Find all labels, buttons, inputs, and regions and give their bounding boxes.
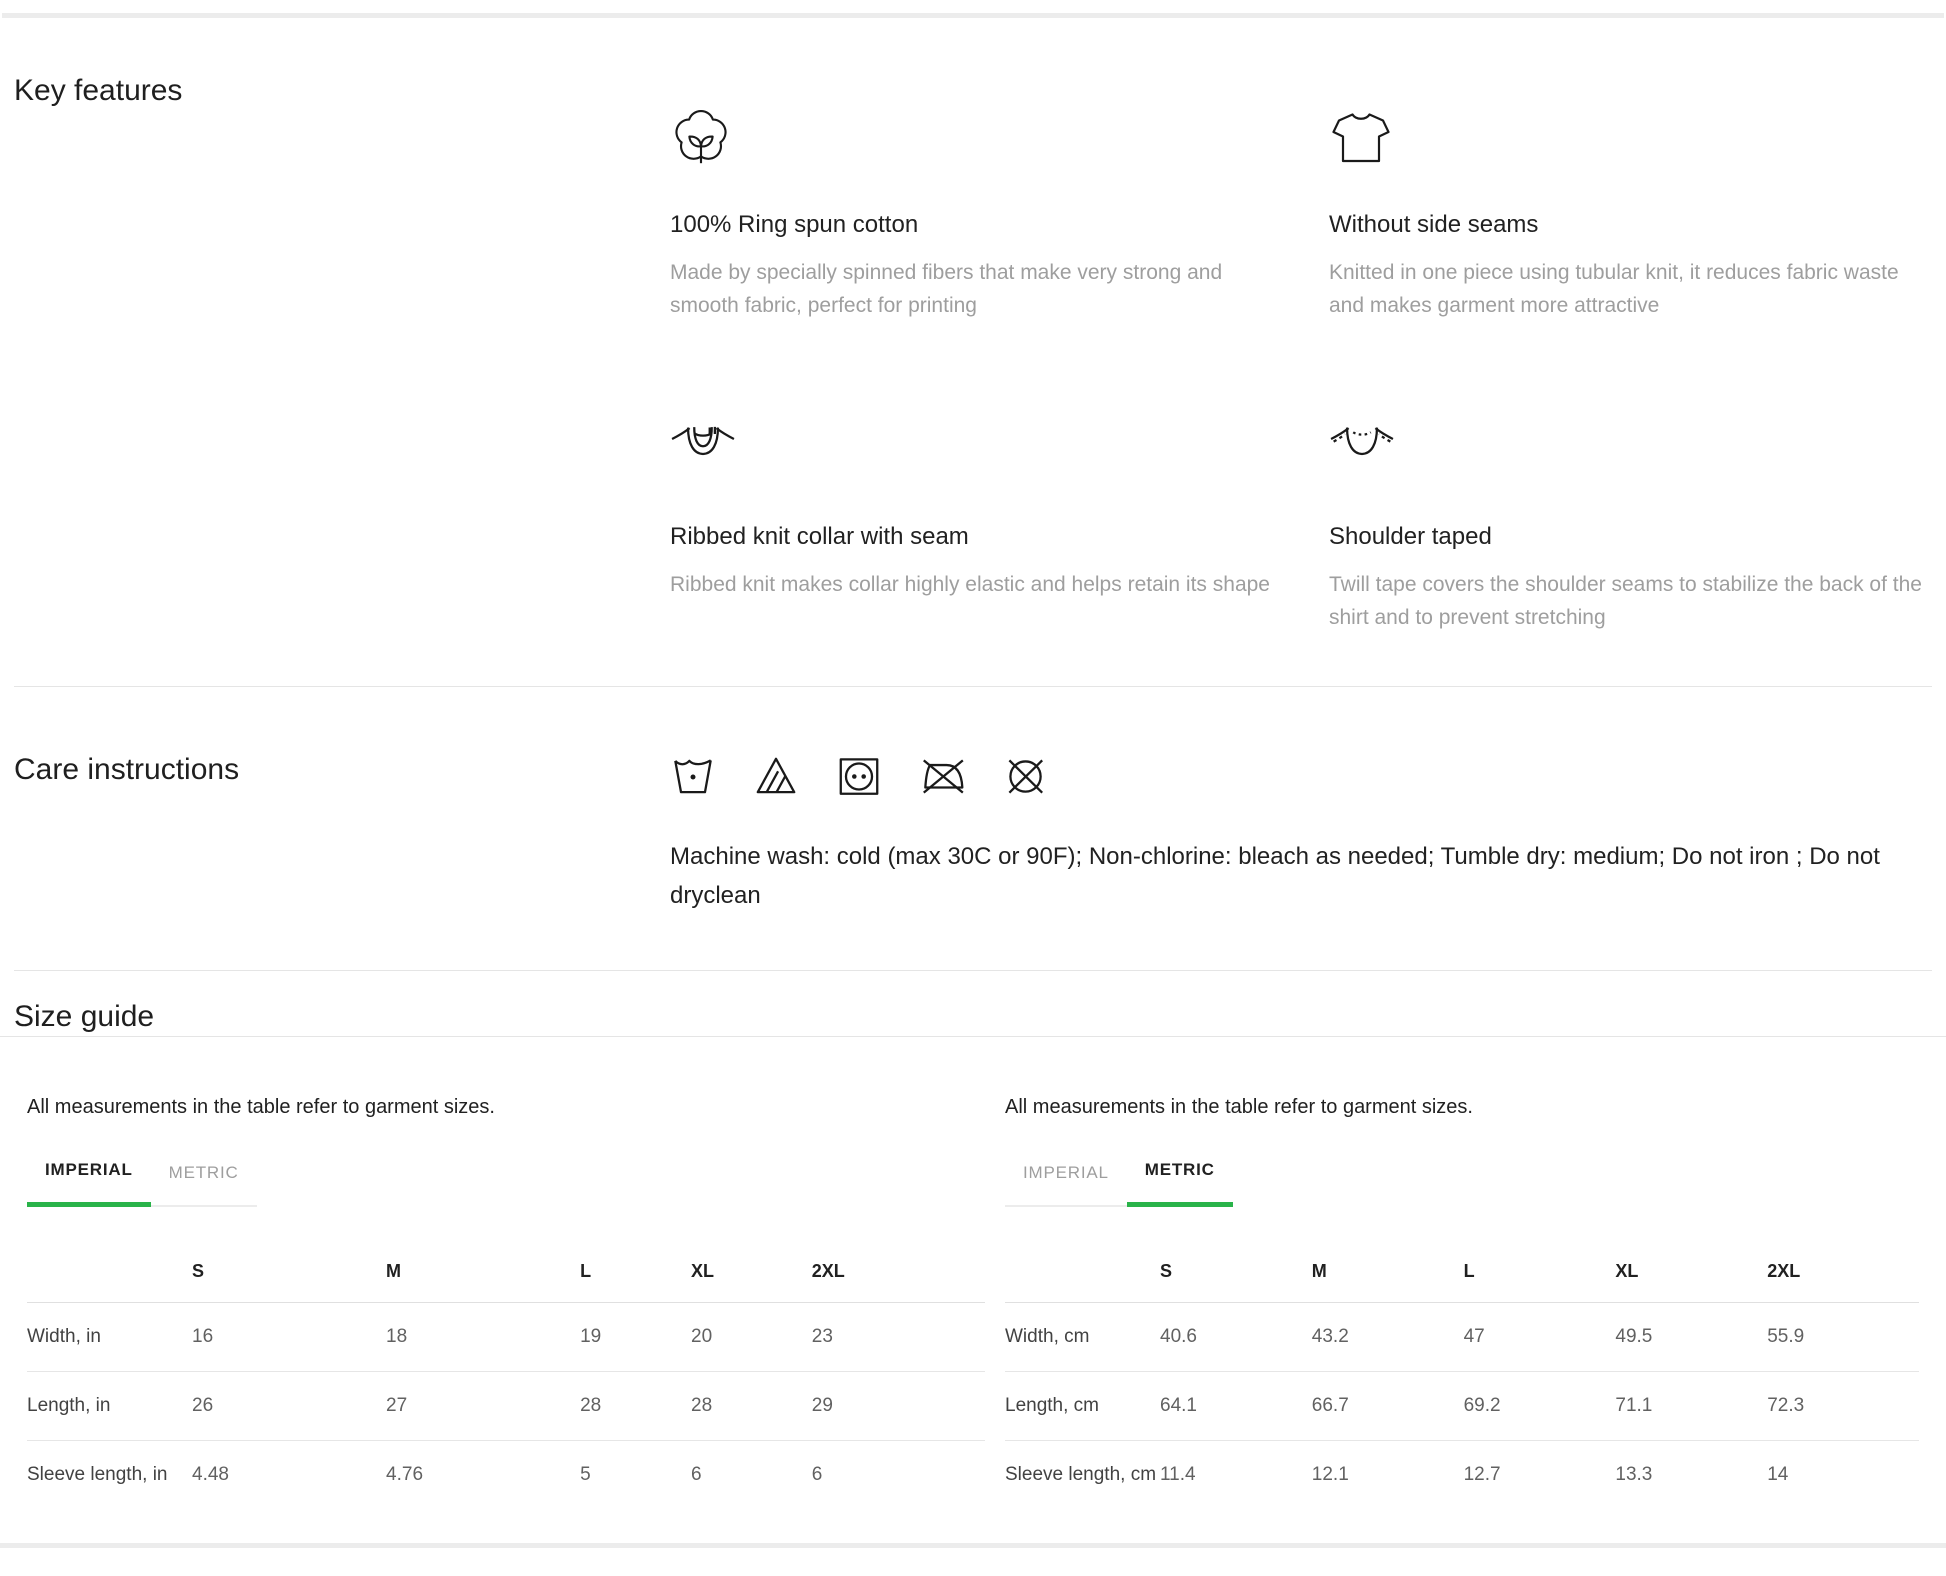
size-value: 18 xyxy=(386,1303,580,1372)
row-label: Width, cm xyxy=(1005,1303,1160,1372)
tab-imperial[interactable]: IMPERIAL xyxy=(27,1160,151,1207)
care-instructions-section xyxy=(0,687,1946,970)
tab-metric[interactable]: METRIC xyxy=(1127,1160,1233,1207)
size-value: 28 xyxy=(691,1372,812,1441)
do-not-dryclean-icon xyxy=(1002,751,1048,801)
measurements-note: All measurements in the table refer to garment sizes. xyxy=(1005,1096,1473,1118)
size-value: 47 xyxy=(1464,1303,1616,1372)
size-value: 64.1 xyxy=(1160,1372,1312,1441)
size-value: 71.1 xyxy=(1615,1372,1767,1441)
col-header: L xyxy=(580,1247,691,1303)
cotton-icon xyxy=(670,102,1273,174)
col-header: M xyxy=(1312,1247,1464,1303)
tumble-dry-icon xyxy=(836,751,882,801)
col-header: S xyxy=(192,1247,386,1303)
key-features-grid xyxy=(670,72,1932,634)
size-table-metric xyxy=(1005,1247,1919,1509)
feature-without-side-seams xyxy=(1329,102,1932,322)
feature-ribbed-knit-collar xyxy=(670,400,1273,634)
table-header-row xyxy=(1005,1247,1919,1303)
feature-description: Made by specially spinned fibers that make very strong and smooth fabric, perfect for printing xyxy=(670,261,1223,317)
col-header: 2XL xyxy=(812,1247,985,1303)
size-value: 72.3 xyxy=(1767,1372,1919,1441)
size-value: 49.5 xyxy=(1615,1303,1767,1372)
tab-imperial[interactable]: IMPERIAL xyxy=(1005,1160,1127,1207)
size-value: 28 xyxy=(580,1372,691,1441)
non-chlorine-bleach-icon xyxy=(753,751,799,801)
size-guide-title: Size guide xyxy=(14,1000,155,1033)
row-label: Sleeve length, in xyxy=(27,1464,168,1485)
table-row xyxy=(27,1441,985,1510)
unit-tabs xyxy=(1005,1160,1233,1207)
col-header: XL xyxy=(1615,1247,1767,1303)
size-value: 55.9 xyxy=(1767,1303,1919,1372)
size-value: 66.7 xyxy=(1312,1372,1464,1441)
size-value: 20 xyxy=(691,1303,812,1372)
row-label: Width, in xyxy=(27,1303,192,1372)
size-value: 29 xyxy=(812,1372,985,1441)
size-value: 13.3 xyxy=(1615,1464,1653,1485)
size-guide-tables xyxy=(0,1037,1946,1509)
care-instructions-text: Machine wash: cold (max 30C or 90F); Non-chlorine: bleach as needed; Tumble dry: medium; Do not iron ; Do not dryclean xyxy=(670,843,1880,909)
size-value: 43.2 xyxy=(1312,1303,1464,1372)
feature-title: Ribbed knit collar with seam xyxy=(670,523,969,550)
shoulder-tape-icon xyxy=(1329,414,1932,486)
size-value: 6 xyxy=(811,1464,823,1485)
corner-cell xyxy=(27,1247,192,1303)
size-value: 12.1 xyxy=(1311,1464,1349,1485)
feature-description: Knitted in one piece using tubular knit, it reduces fabric waste and makes garment more attractive xyxy=(1329,261,1899,317)
key-features-title: Key features xyxy=(14,74,183,107)
table-row xyxy=(1005,1372,1919,1441)
size-value: 5 xyxy=(580,1464,591,1485)
measurements-note: All measurements in the table refer to garment sizes. xyxy=(27,1096,495,1118)
feature-title: Shoulder taped xyxy=(1329,523,1492,550)
collar-seam-icon xyxy=(670,414,1273,486)
care-content xyxy=(670,751,1932,915)
machine-wash-icon xyxy=(670,751,716,801)
col-header: L xyxy=(1464,1247,1616,1303)
size-value: 11.4 xyxy=(1160,1464,1196,1485)
size-value: 26 xyxy=(192,1372,386,1441)
size-guide-header xyxy=(0,971,1946,1036)
feature-title: Without side seams xyxy=(1329,211,1539,238)
feature-description: Twill tape covers the shoulder seams to stabilize the back of the shirt and to prevent stretching xyxy=(1329,573,1922,629)
feature-description: Ribbed knit makes collar highly elastic and helps retain its shape xyxy=(670,573,1270,596)
row-label: Length, in xyxy=(27,1372,192,1441)
table-header-row xyxy=(27,1247,985,1303)
section-separator-bar xyxy=(0,1543,1946,1548)
row-label: Length, cm xyxy=(1005,1372,1160,1441)
table-row xyxy=(27,1303,985,1372)
do-not-iron-icon xyxy=(919,751,965,801)
size-value: 40.6 xyxy=(1160,1303,1312,1372)
size-value: 4.76 xyxy=(386,1464,424,1485)
col-header: M xyxy=(386,1247,580,1303)
size-value: 14 xyxy=(1767,1464,1789,1485)
feature-ring-spun-cotton xyxy=(670,102,1273,322)
size-value: 6 xyxy=(691,1464,702,1485)
size-value: 16 xyxy=(192,1303,386,1372)
tshirt-icon xyxy=(1329,102,1932,174)
feature-title: 100% Ring spun cotton xyxy=(670,211,919,238)
size-table-imperial xyxy=(27,1247,985,1509)
size-value: 4.48 xyxy=(192,1464,229,1485)
size-value: 12.7 xyxy=(1463,1464,1501,1485)
col-header: XL xyxy=(691,1247,812,1303)
size-table-metric-block xyxy=(1005,1037,1919,1509)
table-row xyxy=(27,1372,985,1441)
care-icons-row xyxy=(670,751,1932,801)
col-header: 2XL xyxy=(1767,1247,1919,1303)
size-value: 27 xyxy=(386,1372,580,1441)
key-features-section xyxy=(0,18,1946,686)
care-instructions-title: Care instructions xyxy=(14,753,240,786)
size-table-imperial-block xyxy=(27,1037,985,1509)
col-header: S xyxy=(1160,1247,1312,1303)
size-value: 23 xyxy=(812,1303,985,1372)
unit-tabs xyxy=(27,1160,257,1207)
tab-metric[interactable]: METRIC xyxy=(151,1160,257,1207)
row-label: Sleeve length, cm xyxy=(1005,1464,1157,1485)
table-row xyxy=(1005,1303,1919,1372)
size-value: 19 xyxy=(580,1303,691,1372)
corner-cell xyxy=(1005,1247,1160,1303)
feature-shoulder-taped xyxy=(1329,400,1932,634)
size-value: 69.2 xyxy=(1464,1372,1616,1441)
table-row xyxy=(1005,1441,1919,1510)
